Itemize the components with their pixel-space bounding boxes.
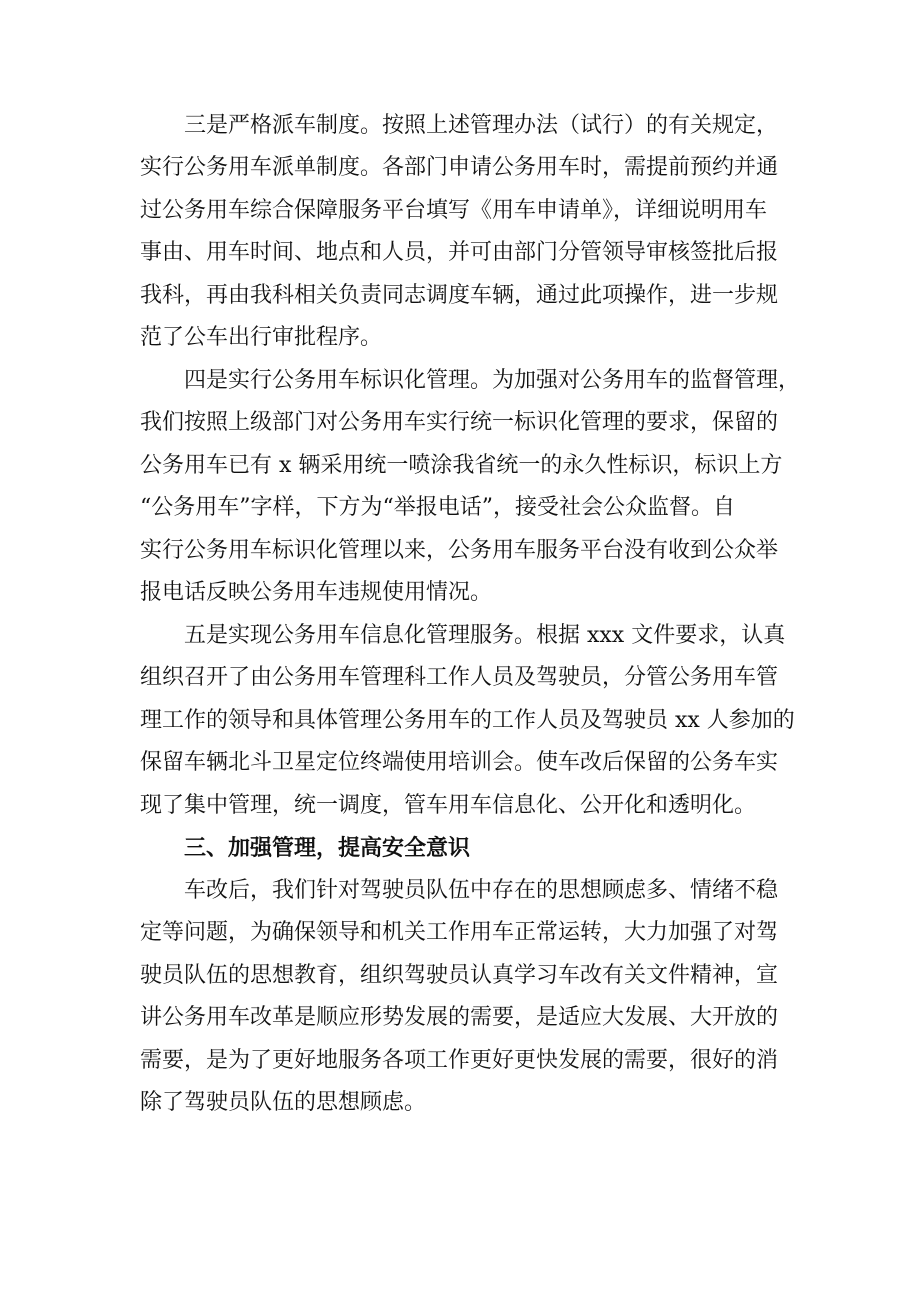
paragraph-line: 实行公务用车标识化管理以来，公务用车服务平台没有收到公众举 [140,538,779,563]
paragraph-line: 车改后，我们针对驾驶员队伍中存在的思想顾虑多、情绪不稳 [140,878,779,903]
paragraph-line: 需要，是为了更好地服务各项工作更好更快发展的需要，很好的消 [140,1048,779,1073]
paragraph-line: 我们按照上级部门对公务用车实行统一标识化管理的要求，保留的 [140,410,779,435]
paragraph-line: 保留车辆北斗卫星定位终端使用培训会。使车改后保留的公务车实 [140,750,779,775]
paragraph-line: 三是严格派车制度。按照上述管理办法（试行）的有关规定， [140,113,779,138]
paragraph-line: 我科，再由我科相关负责同志调度车辆，通过此项操作，进一步规 [140,283,779,308]
paragraph-line: 现了集中管理，统一调度，管车用车信息化、公开化和透明化。 [140,793,757,818]
section-heading: 三、加强管理，提高安全意识 [140,835,471,861]
paragraph-line: 五是实现公务用车信息化管理服务。根据 xxx 文件要求，认真 [140,623,786,648]
paragraph-line: 组织召开了由公务用车管理科工作人员及驾驶员，分管公务用车管 [140,665,779,690]
paragraph-line: 公务用车已有 x 辆采用统一喷涂我省统一的永久性标识，标识上方 [140,453,783,478]
paragraph-line: 理工作的领导和具体管理公务用车的工作人员及驾驶员 xx 人参加的 [140,708,795,733]
paragraph-line: 范了公车出行审批程序。 [140,325,383,350]
paragraph-line: 定等问题，为确保领导和机关工作用车正常运转，大力加强了对驾 [140,920,779,945]
paragraph-line: 讲公务用车改革是顺应形势发展的需要，是适应大发展、大开放的 [140,1005,779,1030]
paragraph-line: 四是实行公务用车标识化管理。为加强对公务用车的监督管理， [140,368,801,393]
paragraph-line: 实行公务用车派单制度。各部门申请公务用车时，需提前预约并通 [140,155,779,180]
paragraph-line: 驶员队伍的思想教育，组织驾驶员认真学习车改有关文件精神，宣 [140,963,779,988]
paragraph-line: 除了驾驶员队伍的思想顾虑。 [140,1090,427,1115]
paragraph-line: 报电话反映公务用车违规使用情况。 [140,580,493,605]
paragraph-line: 事由、用车时间、地点和人员，并可由部门分管领导审核签批后报 [140,240,779,265]
paragraph-line: 过公务用车综合保障服务平台填写《用车申请单》，详细说明用车 [140,198,768,223]
paragraph-line: “公务用车”字样，下方为“举报电话”，接受社会公众监督。自 [140,495,735,520]
